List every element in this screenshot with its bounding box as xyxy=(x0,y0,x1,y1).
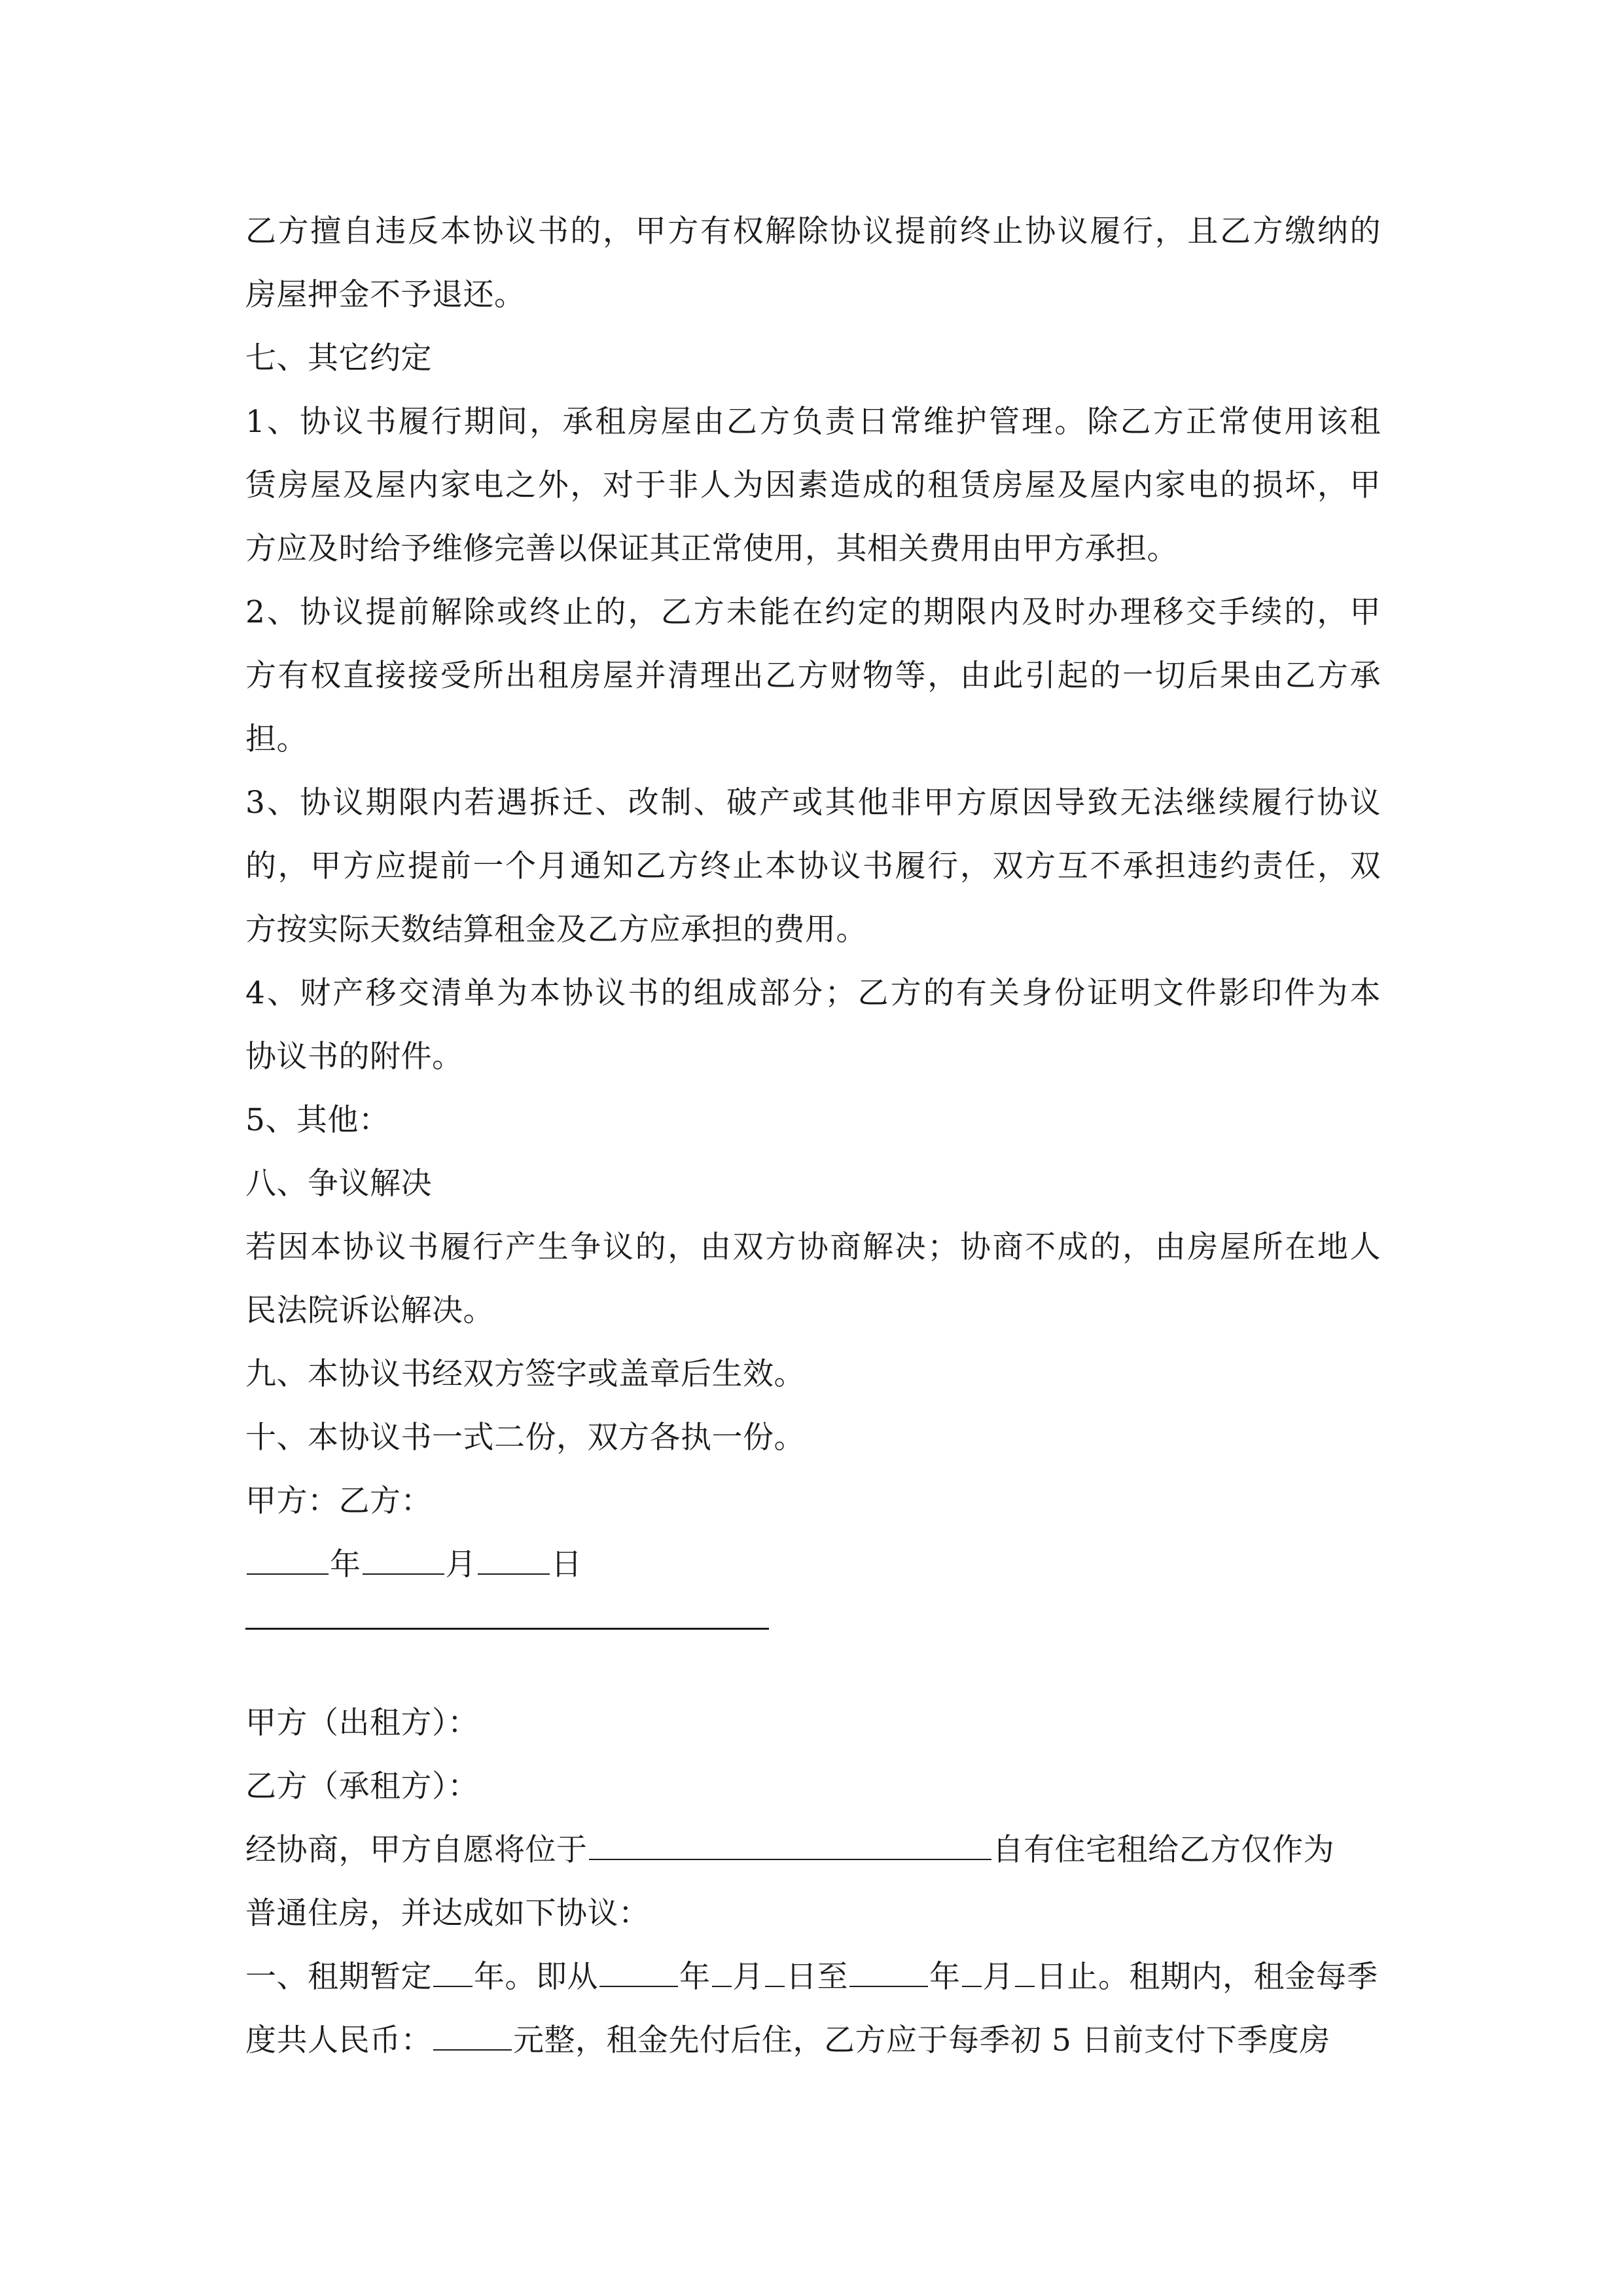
blank-field xyxy=(962,1956,982,1987)
blank-field xyxy=(247,1543,329,1575)
document-page xyxy=(245,200,1381,2072)
clause-line: 3、协议期限内若遇拆迁、改制、破产或其他非甲方原因导致无法继续履行协议 xyxy=(245,785,1381,821)
section-heading: 九、本协议书经双方签字或盖章后生效。 xyxy=(245,1356,805,1392)
blank-field xyxy=(1015,1956,1035,1987)
blank-field xyxy=(363,1543,444,1575)
clause-line: 的，甲方应提前一个月通知乙方终止本协议书履行，双方互不承担违约责任，双 xyxy=(245,848,1381,884)
blank-field xyxy=(599,1956,678,1987)
term-text: 日止。租期内，租金每季 xyxy=(1036,1959,1378,1995)
blank-field xyxy=(433,2019,512,2051)
address-blank xyxy=(589,1829,991,1860)
section-heading: 八、争议解决 xyxy=(245,1166,432,1202)
term-text: 年 xyxy=(679,1959,711,1995)
term-line xyxy=(245,1945,1381,2009)
clause-line: 方按实际天数结算租金及乙方应承担的费用。 xyxy=(245,912,867,948)
intro-line xyxy=(245,1818,1381,1882)
intro-line: 普通住房，并达成如下协议： xyxy=(245,1895,650,1931)
blank-field xyxy=(765,1956,785,1987)
date-year-label: 年 xyxy=(330,1547,361,1583)
date-month-label: 月 xyxy=(445,1547,476,1583)
clause-line: 4、财产移交清单为本协议书的组成部分；乙方的有关身份证明文件影印件为本 xyxy=(245,975,1381,1011)
intro-text: 自有住宅租给乙方仅作为 xyxy=(992,1832,1334,1868)
blank-field xyxy=(478,1543,550,1575)
rent-text: 元整，租金先付后住，乙方应于每季初 5 日前支付下季度房 xyxy=(513,2022,1330,2058)
clause-line: 5、其他： xyxy=(245,1102,390,1138)
intro-text: 经协商，甲方自愿将位于 xyxy=(245,1832,588,1868)
party-a-line: 甲方（出租方）： xyxy=(245,1705,479,1741)
paragraph-line: 乙方擅自违反本协议书的，甲方有权解除协议提前终止协议履行，且乙方缴纳的 xyxy=(245,213,1381,249)
paragraph-line: 民法院诉讼解决。 xyxy=(245,1293,494,1329)
clause-line: 1、协议书履行期间，承租房屋由乙方负责日常维护管理。除乙方正常使用该租 xyxy=(245,404,1381,440)
date-line xyxy=(245,1533,1381,1596)
term-text: 月 xyxy=(982,1959,1014,1995)
clause-line: 协议书的附件。 xyxy=(245,1039,463,1075)
clause-line: 方有权直接接受所出租房屋并清理出乙方财物等，由此引起的一切后果由乙方承 xyxy=(245,658,1381,694)
party-b-line: 乙方（承租方）： xyxy=(245,1768,479,1804)
spacer xyxy=(245,1660,1381,1691)
term-text: 年。即从 xyxy=(474,1959,598,1995)
clause-line: 方应及时给予维修完善以保证其正常使用，其相关费用由甲方承担。 xyxy=(245,531,1178,567)
blank-field xyxy=(712,1956,732,1987)
signature-line: 甲方：乙方： xyxy=(245,1483,432,1519)
rent-line xyxy=(245,2009,1381,2072)
term-text: 一、租期暂定 xyxy=(245,1959,432,1995)
clause-line: 2、协议提前解除或终止的，乙方未能在约定的期限内及时办理移交手续的，甲 xyxy=(245,594,1381,630)
blank-field xyxy=(849,1956,928,1987)
section-heading: 七、其它约定 xyxy=(245,340,432,376)
term-text: 月 xyxy=(732,1959,764,1995)
clause-line: 赁房屋及屋内家电之外，对于非人为因素造成的租赁房屋及屋内家电的损坏，甲 xyxy=(245,467,1381,503)
rent-text: 度共人民币： xyxy=(245,2022,432,2058)
paragraph-line: 房屋押金不予退还。 xyxy=(245,277,526,313)
date-day-label: 日 xyxy=(551,1547,582,1583)
term-text: 日至 xyxy=(786,1959,848,1995)
section-heading: 十、本协议书一式二份，双方各执一份。 xyxy=(245,1420,805,1456)
blank-field xyxy=(433,1956,473,1987)
divider-rule xyxy=(245,1628,769,1630)
paragraph-line: 若因本协议书履行产生争议的，由双方协商解决；协商不成的，由房屋所在地人 xyxy=(245,1229,1381,1265)
term-text: 年 xyxy=(929,1959,961,1995)
divider xyxy=(245,1596,1381,1660)
clause-line: 担。 xyxy=(245,721,308,757)
